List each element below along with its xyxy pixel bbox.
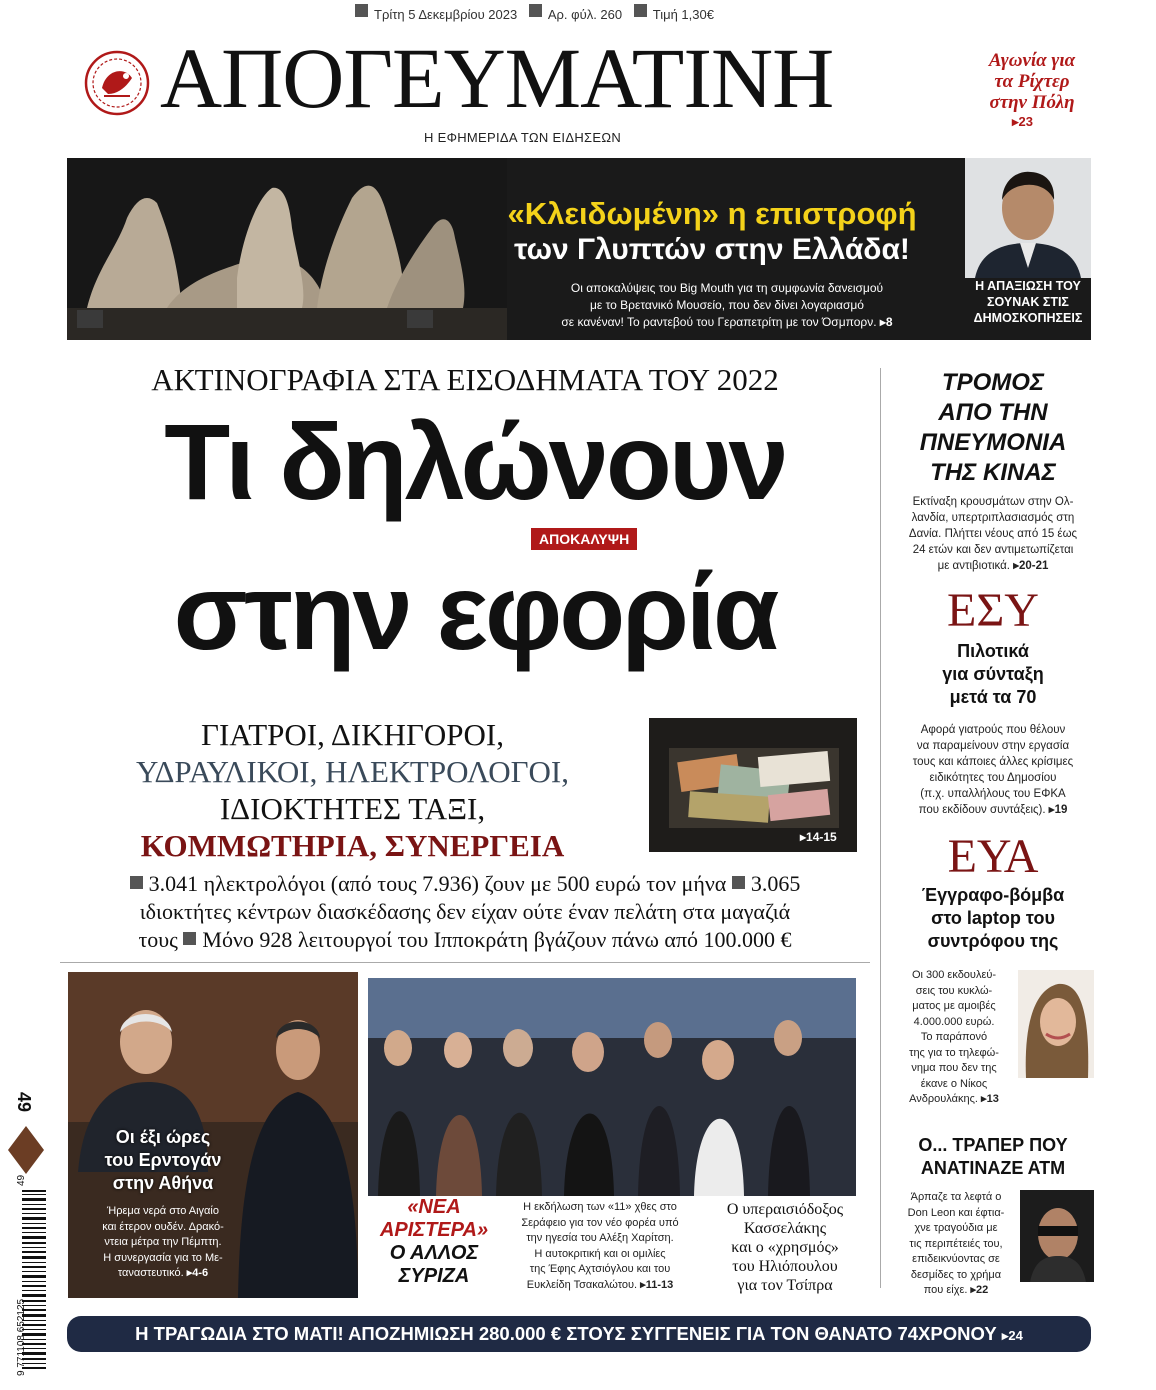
summary-1: 3.041 ηλεκτρολόγοι (από τους 7.936) ζουν με 500 ευρώ τον μήνα <box>148 871 727 896</box>
issue-number: Αρ. φύλ. 260 <box>547 7 623 22</box>
pneumonia-headline-line: ΤΗΣ ΚΙΝΑΣ <box>930 459 1056 486</box>
professions-list <box>60 716 645 864</box>
esy-body-line: (π.χ. υπαλλήλους του ΕΦΚΑ <box>920 788 1066 800</box>
erdogan-body-line: Ήρεμα νερά στο Αιγαίο <box>107 1205 219 1217</box>
pneumonia-body-line: Δανία. Πλήττει νέους από 15 έως <box>908 528 1078 540</box>
diamond-icon <box>6 1124 46 1176</box>
exclusive-badge: ΑΠΟΚΑΛΥΨΗ <box>531 528 637 550</box>
banner-headline <box>477 196 947 268</box>
esy-body-line: ειδικότητες του Δημοσίου <box>929 772 1057 784</box>
erdogan-headline <box>78 1126 248 1195</box>
erdogan-headline-line: στην Αθήνα <box>112 1173 214 1193</box>
eya-body-line: ματος με αμοιβές <box>912 1000 996 1012</box>
money-photo-ref-number: 14-15 <box>806 830 837 844</box>
barcode-digits: 9 771108 652125 <box>16 1298 27 1376</box>
summary-3b: Μόνο 928 λειτουργοί του Ιπποκράτη βγάζουν πάνω από 100.000 € <box>202 927 792 952</box>
sunak-caption-line: ΣΟΥΝΑΚ ΣΤΙΣ <box>987 295 1069 309</box>
bottom-banner <box>67 1316 1091 1352</box>
bottom-banner-ref: ▸24 <box>1001 1328 1023 1343</box>
kasselakis-teaser <box>706 1200 864 1295</box>
new-left-body-line: την ηγεσία του Αλέξη Χαρίτση. <box>526 1232 674 1244</box>
pneumonia-headline-line: ΤΡΟΜΟΣ <box>941 369 1045 396</box>
pneumonia-headline-line: ΠΝΕΥΜΟΝΙΑ <box>919 429 1067 456</box>
esy-body-line: τους και κάποιες άλλες κρίσιμες <box>912 756 1074 768</box>
kasselakis-line: Ο υπεραισιόδοξος <box>726 1201 844 1218</box>
pneumonia-body-line: 24 ετών και δεν αντιμετωπίζεται <box>912 544 1074 556</box>
eya-body-line: νημα που δεν της <box>911 1062 997 1074</box>
sunak-portrait-photo <box>965 158 1091 278</box>
new-left-body-line: Η εκδήλωση των «11» χθες στο <box>523 1201 677 1213</box>
eya-page-ref: ▸13 <box>981 1093 999 1105</box>
teaser-ref-number: 23 <box>1018 114 1033 129</box>
new-left-body-text: Ευκλείδη Τσακαλώτου. <box>526 1278 638 1291</box>
date: Τρίτη 5 Δεκεμβρίου 2023 <box>374 7 518 22</box>
rapper-body-line: τις περιπέτειές του, <box>909 1237 1003 1250</box>
eya-headline-line: Έγγραφο-βόμβα <box>921 885 1065 905</box>
banner-body-line: Οι αποκαλύψεις του Big Mouth για τη συμφωνία δανεισμού <box>570 281 884 295</box>
teaser-line: τα Ρίχτερ <box>994 71 1070 92</box>
sunak-caption-line: Η ΑΠΑΞΙΩΣΗ ΤΟΥ <box>975 279 1081 293</box>
price: Τιμή 1,30€ <box>652 7 714 22</box>
eya-body-line: 4.000.000 ευρώ. <box>913 1015 995 1028</box>
banner-body <box>507 280 947 331</box>
erdogan-page-ref: ▸4-6 <box>186 1267 209 1279</box>
banner-ref-number: 8 <box>885 315 893 329</box>
esy-body <box>893 722 1093 818</box>
new-left-label-line: ΣΥΡΙΖΑ <box>398 1265 470 1287</box>
main-summary <box>60 870 870 954</box>
pneumonia-body-line: Εκτίναξη κρουσμάτων στην Ολ- <box>912 496 1074 508</box>
parthenon-sculptures-photo <box>67 158 507 340</box>
summary-line-3 <box>60 926 870 954</box>
logo-seal-icon <box>84 50 150 116</box>
new-left-body <box>496 1200 704 1293</box>
eya-body-line: Το παράπονό <box>920 1031 988 1043</box>
sunak-caption-line: ΔΗΜΟΣΚΟΠΗΣΕΙΣ <box>973 311 1083 325</box>
erdogan-body-line: και έτερον ουδέν. Δρακό- <box>102 1220 224 1233</box>
pneumonia-body-line <box>893 558 1093 574</box>
main-kicker: ΑΚΤΙΝΟΓΡΑΦΙΑ ΣΤΑ ΕΙΣΟΔΗΜΑΤΑ ΤΟΥ 2022 <box>151 362 779 397</box>
rapper-body-line: Άρπαζε τα λεφτά ο <box>910 1191 1002 1203</box>
eya-body-line: σεις του κυκλώ- <box>915 984 993 997</box>
eya-body-line: της για το τηλεφώ- <box>909 1046 999 1059</box>
teaser-line: στην Πόλη <box>989 92 1075 113</box>
new-left-body-line <box>496 1278 704 1294</box>
new-left-page-ref: ▸11-13 <box>640 1278 674 1291</box>
esy-body-text: που εκδίδουν συντάξεις). <box>918 804 1046 816</box>
rapper-headline <box>893 1134 1093 1180</box>
rapper-headline-line: ΑΝΑΤΙΝΑΖΕ ΑΤΜ <box>920 1158 1066 1178</box>
esy-headline-line: Πιλοτικά <box>957 641 1029 661</box>
banner-page-ref: ▸8 <box>879 315 893 329</box>
main-headline-line2: στην εφορία <box>173 551 777 672</box>
barcode-addon: 49 <box>16 1174 27 1186</box>
barcode <box>8 1186 48 1376</box>
eya-body <box>893 968 1015 1108</box>
new-left-body-line: της Έφης Αχτσιόγλου και του <box>529 1263 671 1275</box>
rapper-body-text: που είχε. <box>923 1284 968 1296</box>
kasselakis-line: και ο «χρησμός» <box>731 1239 839 1256</box>
masthead-teaser <box>972 50 1092 113</box>
eya-headline <box>893 884 1093 953</box>
erdogan-body <box>78 1204 248 1282</box>
pneumonia-headline-line: ΑΠΟ ΤΗΝ <box>938 399 1048 426</box>
sunak-caption <box>965 278 1091 326</box>
summary-2a: 3.065 <box>750 871 801 896</box>
eya-body-line: έκανε ο Νίκος <box>920 1077 988 1090</box>
teaser-line: Αγωνία για <box>988 50 1076 71</box>
new-left-label <box>374 1196 494 1288</box>
esy-body-line <box>893 802 1093 818</box>
summary-line-1 <box>60 870 870 898</box>
eya-body-line: Οι 300 εκδουλεύ- <box>911 969 997 981</box>
esy-ref-number: 19 <box>1054 804 1068 816</box>
profession-line: ΚΟΜΜΩΤΗΡΙΑ, ΣΥΝΕΡΓΕΙΑ <box>140 828 565 863</box>
summary-3a: τους <box>138 927 178 952</box>
eya-body-text: Ανδρουλάκης. <box>909 1093 978 1105</box>
money-photo-ref: ▸14-15 <box>800 830 837 844</box>
rapper-body-line <box>893 1283 1019 1299</box>
new-left-body-line: Η αυτοκριτική και οι ομιλίες <box>534 1247 666 1260</box>
newspaper-title: ΑΠΟΓΕΥΜΑΤΙΝΗ <box>160 30 834 126</box>
esy-page-ref: ▸19 <box>1048 804 1068 816</box>
new-left-label-line: «ΝΕΑ <box>407 1196 461 1218</box>
profession-line: ΥΔΡΑΥΛΙΚΟΙ, ΗΛΕΚΤΡΟΛΟΓΟΙ, <box>135 754 569 789</box>
eya-headline-line: στο laptop του <box>931 908 1055 928</box>
newspaper-subtitle: Η ΕΦΗΜΕΡΙΔΑ ΤΩΝ ΕΙΔΗΣΕΩΝ <box>424 130 622 145</box>
eva-kaili-portrait-photo <box>1018 970 1094 1078</box>
erdogan-headline-line: του Ερντογάν <box>104 1150 222 1170</box>
pneumonia-ref-number: 20-21 <box>1018 560 1049 572</box>
profession-line: ΙΔΙΟΚΤΗΤΕΣ ΤΑΞΙ, <box>219 791 486 826</box>
rapper-ref-number: 22 <box>976 1284 989 1296</box>
kasselakis-line: για τον Τσίπρα <box>737 1277 833 1294</box>
esy-body-line: Αφορά γιατρούς που θέλουν <box>920 724 1066 736</box>
rapper-body-line: επιδεικνύοντας σε <box>912 1253 1000 1265</box>
pneumonia-body <box>893 494 1093 574</box>
pneumonia-body-line: λανδία, υπερτριπλασιασμός στη <box>911 512 1075 524</box>
pneumonia-page-ref: ▸20-21 <box>1013 560 1049 572</box>
esy-headline <box>893 640 1093 709</box>
erdogan-headline-line: Οι έξι ώρες <box>115 1127 211 1147</box>
erdogan-ref-number: 4-6 <box>192 1267 209 1279</box>
pneumonia-body-text: με αντιβιοτικά. <box>937 560 1010 572</box>
kasselakis-line: Κασσελάκης <box>743 1220 827 1237</box>
erdogan-body-line <box>78 1266 248 1282</box>
main-headline-line1: Τι δηλώνουν <box>164 401 786 522</box>
kasselakis-line: του Ηλιόπουλου <box>732 1258 838 1275</box>
issue-edge-tag: 49 <box>14 1092 34 1113</box>
new-left-ref-number: 11-13 <box>645 1278 674 1291</box>
eya-body-line <box>893 1092 1015 1108</box>
new-left-body-line: Σεράφειο για τον νέο φορέα υπό <box>521 1216 679 1229</box>
esy-kicker: ΕΣΥ <box>947 584 1039 637</box>
bottom-banner-text: Η ΤΡΑΓΩΔΙΑ ΣΤΟ ΜΑΤΙ! ΑΠΟΖΗΜΙΩΣΗ 280.000 € ΣΤΟΥΣ ΣΥΓΓΕΝΕΙΣ ΓΙΑ ΤΟΝ ΘΑΝΑΤΟ 74ΧΡΟΝΟΥ <box>135 1323 997 1344</box>
pneumonia-headline <box>893 368 1093 488</box>
erdogan-body-line: Η συνεργασία για το Με- <box>103 1251 223 1264</box>
bottom-banner-ref-number: 24 <box>1008 1328 1023 1343</box>
eya-kicker: ΕΥΑ <box>947 830 1039 883</box>
top-banner <box>67 158 1091 340</box>
banner-headline-line2: των Γλυπτών στην Ελλάδα! <box>514 233 910 266</box>
new-left-label-line: ΑΡΙΣΤΕΡΑ» <box>379 1219 489 1241</box>
rapper-body-line: δεσμίδες το χρήμα <box>910 1268 1002 1281</box>
section-divider <box>60 962 870 963</box>
esy-headline-line: μετά τα 70 <box>949 687 1037 707</box>
eya-ref-number: 13 <box>986 1093 999 1105</box>
rapper-body-line: χνε τραγούδια με <box>914 1222 998 1234</box>
new-left-event-photo <box>368 978 856 1196</box>
erdogan-body-line: ντεια μέτρα την Πέμπτη. <box>104 1236 222 1248</box>
banner-headline-line1: «Κλειδωμένη» η επιστροφή <box>507 196 917 231</box>
dateline <box>355 4 815 22</box>
rapper-body <box>893 1190 1019 1299</box>
banner-body-line: με το Βρετανικό Μουσείο, που δεν δίνει λογαριασμό <box>590 298 864 312</box>
summary-line-2: ιδιοκτήτες κέντρων διασκέδασης δεν είχαν ούτε έναν πελάτη στα μαγαζιά <box>139 899 791 924</box>
esy-body-line: να παραμείνουν στην εργασία <box>916 740 1070 752</box>
profession-line: ΓΙΑΤΡΟΙ, ΔΙΚΗΓΟΡΟΙ, <box>201 717 504 752</box>
banner-body-line <box>507 314 947 331</box>
eya-headline-line: συντρόφου της <box>927 931 1059 951</box>
esy-headline-line: για σύνταξη <box>942 664 1044 684</box>
column-divider <box>880 368 881 1288</box>
rapper-headline-line: Ο... ΤΡΑΠΕΡ ΠΟΥ <box>918 1135 1068 1155</box>
rapper-body-line: Don Leon και έφτια- <box>907 1206 1005 1219</box>
erdogan-body-text: ταναστευτικό. <box>117 1267 184 1279</box>
rapper-portrait-photo <box>1020 1190 1094 1282</box>
teaser-page-ref: ▸23 <box>1012 114 1033 129</box>
rapper-page-ref: ▸22 <box>970 1284 989 1296</box>
banner-body-text: σε κανέναν! Το ραντεβού του Γεραπετρίτη με τον Όσμπορν. <box>561 315 877 329</box>
new-left-label-line: Ο ΑΛΛΟΣ <box>389 1242 479 1264</box>
